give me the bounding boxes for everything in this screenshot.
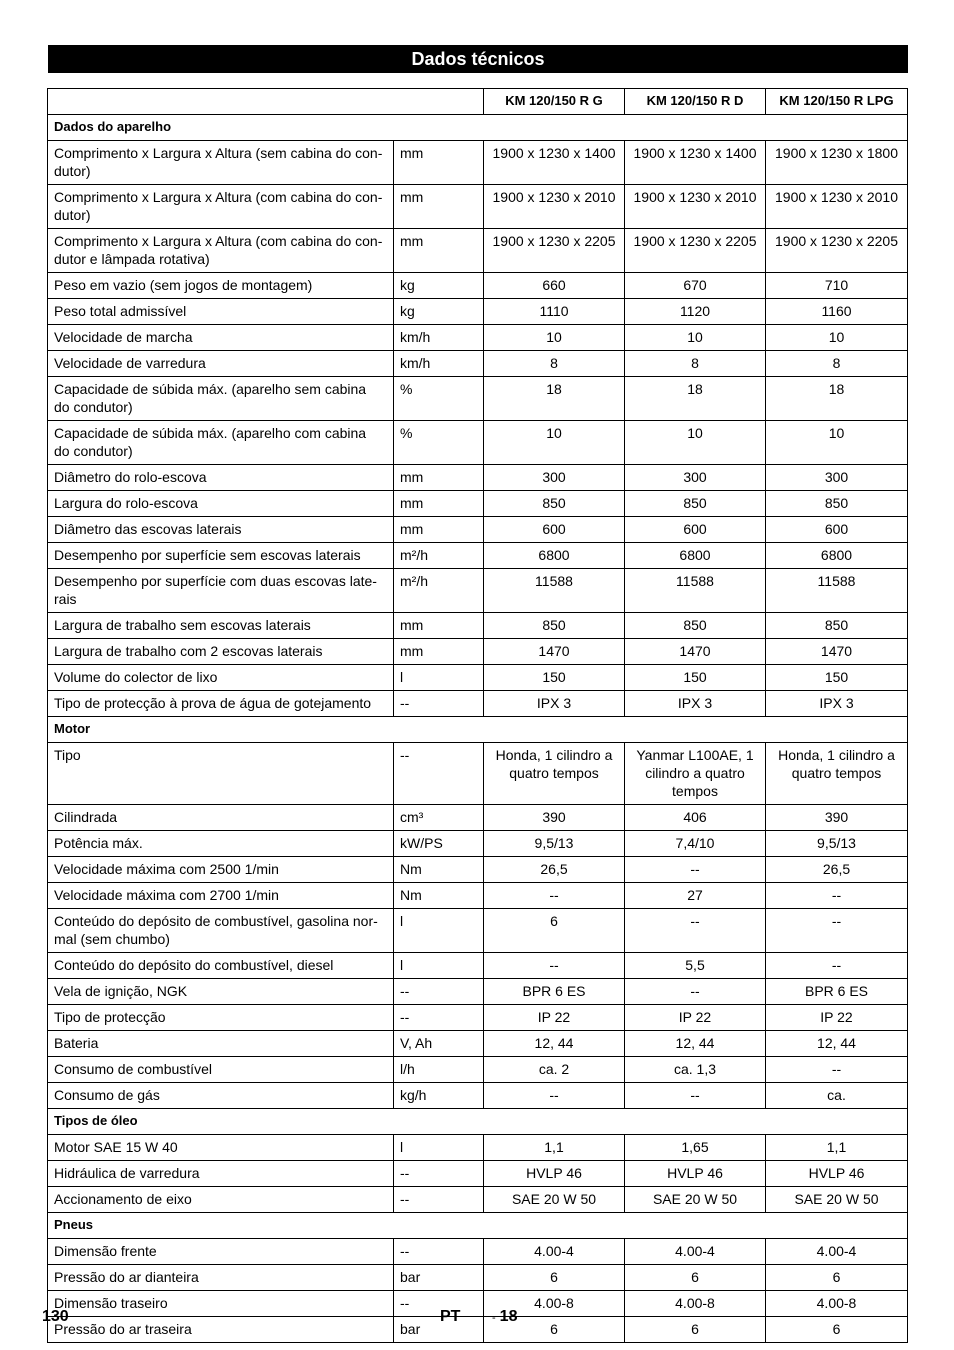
row-value: SAE 20 W 50 [766, 1187, 908, 1213]
row-value: -- [484, 953, 625, 979]
row-unit: l [394, 1135, 484, 1161]
row-value: 6 [484, 909, 625, 953]
row-value: ca. 2 [484, 1057, 625, 1083]
row-value: -- [766, 953, 908, 979]
table-row [48, 517, 908, 543]
row-value: -- [766, 1057, 908, 1083]
row-label: Tipo de protecção [48, 1005, 394, 1031]
row-unit: kg [394, 299, 484, 325]
row-value: 1,1 [766, 1135, 908, 1161]
section-header-row [48, 1213, 908, 1239]
row-unit: km/h [394, 325, 484, 351]
table-row [48, 351, 908, 377]
row-unit: V, Ah [394, 1031, 484, 1057]
row-value: 4.00-8 [484, 1291, 625, 1317]
row-value: Honda, 1 cilindro a quatro tempos [766, 743, 908, 805]
table-row [48, 421, 908, 465]
table-row [48, 1005, 908, 1031]
row-label: Tipo de protecção à prova de água de gotejamento [48, 691, 394, 717]
row-label: Hidráulica de varredura [48, 1161, 394, 1187]
row-unit: mm [394, 613, 484, 639]
row-value: 26,5 [484, 857, 625, 883]
row-value: 6800 [766, 543, 908, 569]
row-unit: -- [394, 979, 484, 1005]
row-unit: l [394, 665, 484, 691]
section-header-row [48, 1109, 908, 1135]
row-label: Pressão do ar traseira [48, 1317, 394, 1343]
row-value: 710 [766, 273, 908, 299]
row-label: Cilindrada [48, 805, 394, 831]
table-row [48, 229, 908, 273]
header-blank-cell [48, 89, 484, 115]
row-label: Comprimento x Largura x Altura (com cabina do con- dutor) [48, 185, 394, 229]
row-value: -- [625, 857, 766, 883]
row-value: 11588 [625, 569, 766, 613]
section-header-row [48, 717, 908, 743]
row-unit: kW/PS [394, 831, 484, 857]
row-label: Consumo de combustível [48, 1057, 394, 1083]
row-unit: -- [394, 1161, 484, 1187]
row-unit: Nm [394, 857, 484, 883]
row-value: IP 22 [625, 1005, 766, 1031]
section-title: Dados do aparelho [48, 115, 908, 141]
row-value: 300 [766, 465, 908, 491]
row-value: 406 [625, 805, 766, 831]
row-label: Conteúdo do depósito do combustível, diesel [48, 953, 394, 979]
row-label: Velocidade de varredura [48, 351, 394, 377]
row-value: -- [625, 979, 766, 1005]
section-title: Tipos de óleo [48, 1109, 908, 1135]
row-label: Accionamento de eixo [48, 1187, 394, 1213]
row-value: 5,5 [625, 953, 766, 979]
row-unit: kg [394, 273, 484, 299]
table-row [48, 543, 908, 569]
row-value: 1900 x 1230 x 2205 [766, 229, 908, 273]
row-unit: Nm [394, 883, 484, 909]
language-code: PT [440, 1308, 461, 1325]
row-value: 4.00-4 [625, 1239, 766, 1265]
section-header-row [48, 115, 908, 141]
row-value: 6800 [484, 543, 625, 569]
row-value: 6 [766, 1265, 908, 1291]
row-value: 850 [625, 491, 766, 517]
table-row [48, 639, 908, 665]
row-value: 1470 [766, 639, 908, 665]
row-label: Diâmetro das escovas laterais [48, 517, 394, 543]
table-row [48, 743, 908, 805]
row-value: IPX 3 [625, 691, 766, 717]
table-row [48, 141, 908, 185]
row-value: HVLP 46 [484, 1161, 625, 1187]
table-row [48, 1083, 908, 1109]
row-unit: l [394, 909, 484, 953]
row-value: 1120 [625, 299, 766, 325]
table-row [48, 883, 908, 909]
row-value: 850 [766, 613, 908, 639]
table-row [48, 465, 908, 491]
row-value: SAE 20 W 50 [484, 1187, 625, 1213]
row-value: 1900 x 1230 x 2205 [484, 229, 625, 273]
row-value: 300 [625, 465, 766, 491]
row-label: Velocidade máxima com 2700 1/min [48, 883, 394, 909]
row-value: 8 [484, 351, 625, 377]
row-value: 850 [766, 491, 908, 517]
table-row [48, 377, 908, 421]
column-header: KM 120/150 R LPG [766, 89, 908, 115]
row-value: 6 [625, 1265, 766, 1291]
row-value: 26,5 [766, 857, 908, 883]
row-value: 1900 x 1230 x 2010 [625, 185, 766, 229]
row-value: 600 [484, 517, 625, 543]
table-row [48, 491, 908, 517]
row-value: Yanmar L100AE, 1 cilindro a quatro tempos [625, 743, 766, 805]
row-value: 1110 [484, 299, 625, 325]
table-row [48, 1161, 908, 1187]
row-value: IP 22 [766, 1005, 908, 1031]
table-row [48, 953, 908, 979]
row-value: 10 [484, 325, 625, 351]
table-row [48, 613, 908, 639]
row-label: Desempenho por superfície com duas escovas late- rais [48, 569, 394, 613]
row-value: 850 [625, 613, 766, 639]
row-unit: cm³ [394, 805, 484, 831]
table-row [48, 273, 908, 299]
row-value: 11588 [484, 569, 625, 613]
row-label: Bateria [48, 1031, 394, 1057]
row-label: Motor SAE 15 W 40 [48, 1135, 394, 1161]
row-value: 6800 [625, 543, 766, 569]
row-label: Comprimento x Largura x Altura (sem cabina do con- dutor) [48, 141, 394, 185]
technical-data-table [47, 88, 908, 1343]
sub-page-dash: - [492, 1312, 496, 1324]
section-title: Pneus [48, 1213, 908, 1239]
row-value: 11588 [766, 569, 908, 613]
row-unit: mm [394, 185, 484, 229]
row-unit: m²/h [394, 569, 484, 613]
row-value: 4.00-8 [766, 1291, 908, 1317]
row-unit: kg/h [394, 1083, 484, 1109]
row-unit: -- [394, 743, 484, 805]
table-row [48, 805, 908, 831]
row-value: 10 [625, 325, 766, 351]
row-unit: mm [394, 639, 484, 665]
row-label: Pressão do ar dianteira [48, 1265, 394, 1291]
row-value: 9,5/13 [484, 831, 625, 857]
row-unit: -- [394, 1187, 484, 1213]
table-row [48, 1291, 908, 1317]
row-unit: m²/h [394, 543, 484, 569]
row-value: 150 [625, 665, 766, 691]
row-value: BPR 6 ES [484, 979, 625, 1005]
row-value: 660 [484, 273, 625, 299]
row-value: 1900 x 1230 x 2010 [766, 185, 908, 229]
row-label: Velocidade de marcha [48, 325, 394, 351]
row-label: Vela de ignição, NGK [48, 979, 394, 1005]
row-value: 6 [484, 1265, 625, 1291]
row-value: 150 [766, 665, 908, 691]
row-value: 18 [484, 377, 625, 421]
row-unit: km/h [394, 351, 484, 377]
row-value: 600 [625, 517, 766, 543]
row-value: 1,1 [484, 1135, 625, 1161]
row-value: 8 [625, 351, 766, 377]
row-unit: bar [394, 1317, 484, 1343]
row-label: Potência máx. [48, 831, 394, 857]
row-unit: % [394, 377, 484, 421]
row-value: 18 [766, 377, 908, 421]
page-number: 130 [42, 1308, 69, 1325]
row-value: 1,65 [625, 1135, 766, 1161]
table-row [48, 857, 908, 883]
row-label: Diâmetro do rolo-escova [48, 465, 394, 491]
table-row [48, 569, 908, 613]
row-unit: bar [394, 1265, 484, 1291]
row-unit: mm [394, 491, 484, 517]
table-row [48, 665, 908, 691]
row-value: Honda, 1 cilindro a quatro tempos [484, 743, 625, 805]
table-row [48, 979, 908, 1005]
row-value: 12, 44 [484, 1031, 625, 1057]
table-row [48, 1239, 908, 1265]
row-label: Dimensão frente [48, 1239, 394, 1265]
sub-page-value: 18 [499, 1308, 518, 1325]
row-value: BPR 6 ES [766, 979, 908, 1005]
section-title: Motor [48, 717, 908, 743]
row-value: 1470 [625, 639, 766, 665]
table-row [48, 691, 908, 717]
row-value: -- [766, 883, 908, 909]
row-value: HVLP 46 [625, 1161, 766, 1187]
row-label: Largura do rolo-escova [48, 491, 394, 517]
row-value: 4.00-8 [625, 1291, 766, 1317]
table-row [48, 299, 908, 325]
row-value: 1900 x 1230 x 1400 [484, 141, 625, 185]
table-header-row [48, 89, 908, 115]
row-unit: l [394, 953, 484, 979]
column-header: KM 120/150 R G [484, 89, 625, 115]
row-value: IPX 3 [766, 691, 908, 717]
row-unit: % [394, 421, 484, 465]
row-value: -- [766, 909, 908, 953]
row-value: 6 [625, 1317, 766, 1343]
table-row [48, 1265, 908, 1291]
row-value: 1470 [484, 639, 625, 665]
table-row [48, 185, 908, 229]
row-label: Capacidade de súbida máx. (aparelho com cabina do condutor) [48, 421, 394, 465]
row-value: 10 [625, 421, 766, 465]
table-row [48, 909, 908, 953]
row-value: 1900 x 1230 x 2205 [625, 229, 766, 273]
table-row [48, 831, 908, 857]
row-value: 12, 44 [625, 1031, 766, 1057]
column-header: KM 120/150 R D [625, 89, 766, 115]
row-value: 150 [484, 665, 625, 691]
row-value: 8 [766, 351, 908, 377]
row-value: 850 [484, 491, 625, 517]
row-value: 1160 [766, 299, 908, 325]
row-label: Consumo de gás [48, 1083, 394, 1109]
row-label: Volume do colector de lixo [48, 665, 394, 691]
row-unit: mm [394, 229, 484, 273]
row-label: Peso total admissível [48, 299, 394, 325]
row-value: 390 [484, 805, 625, 831]
row-value: 9,5/13 [766, 831, 908, 857]
row-value: 6 [766, 1317, 908, 1343]
row-value: 10 [766, 325, 908, 351]
row-unit: -- [394, 1239, 484, 1265]
row-value: 600 [766, 517, 908, 543]
row-value: -- [625, 1083, 766, 1109]
row-value: 1900 x 1230 x 1400 [625, 141, 766, 185]
table-row [48, 1317, 908, 1343]
row-value: -- [484, 883, 625, 909]
table-row [48, 325, 908, 351]
row-value: 18 [625, 377, 766, 421]
table-row [48, 1135, 908, 1161]
row-value: 300 [484, 465, 625, 491]
row-label: Largura de trabalho sem escovas laterais [48, 613, 394, 639]
row-unit: -- [394, 1291, 484, 1317]
row-value: 27 [625, 883, 766, 909]
row-value: 6 [484, 1317, 625, 1343]
page-title: Dados técnicos [48, 45, 908, 73]
row-value: 12, 44 [766, 1031, 908, 1057]
row-value: 4.00-4 [484, 1239, 625, 1265]
row-label: Tipo [48, 743, 394, 805]
row-value: 7,4/10 [625, 831, 766, 857]
row-label: Capacidade de súbida máx. (aparelho sem cabina do condutor) [48, 377, 394, 421]
row-value: 850 [484, 613, 625, 639]
row-value: 4.00-4 [766, 1239, 908, 1265]
row-label: Dimensão traseiro [48, 1291, 394, 1317]
row-unit: l/h [394, 1057, 484, 1083]
row-value: 10 [484, 421, 625, 465]
row-value: ca. 1,3 [625, 1057, 766, 1083]
row-unit: mm [394, 141, 484, 185]
row-value: IP 22 [484, 1005, 625, 1031]
row-label: Comprimento x Largura x Altura (com cabina do con- dutor e lâmpada rotativa) [48, 229, 394, 273]
row-label: Conteúdo do depósito de combustível, gasolina nor- mal (sem chumbo) [48, 909, 394, 953]
row-label: Largura de trabalho com 2 escovas laterais [48, 639, 394, 665]
row-value: 1900 x 1230 x 1800 [766, 141, 908, 185]
row-value: IPX 3 [484, 691, 625, 717]
sub-page-number [492, 1308, 517, 1326]
row-value: ca. [766, 1083, 908, 1109]
row-label: Velocidade máxima com 2500 1/min [48, 857, 394, 883]
row-label: Peso em vazio (sem jogos de montagem) [48, 273, 394, 299]
row-value: SAE 20 W 50 [625, 1187, 766, 1213]
row-unit: mm [394, 517, 484, 543]
row-value: HVLP 46 [766, 1161, 908, 1187]
row-unit: -- [394, 691, 484, 717]
row-value: 670 [625, 273, 766, 299]
row-value: 1900 x 1230 x 2010 [484, 185, 625, 229]
table-row [48, 1187, 908, 1213]
row-value: 10 [766, 421, 908, 465]
row-value: 390 [766, 805, 908, 831]
row-unit: -- [394, 1005, 484, 1031]
table-row [48, 1057, 908, 1083]
row-unit: mm [394, 465, 484, 491]
row-value: -- [625, 909, 766, 953]
row-value: -- [484, 1083, 625, 1109]
table-row [48, 1031, 908, 1057]
row-label: Desempenho por superfície sem escovas laterais [48, 543, 394, 569]
